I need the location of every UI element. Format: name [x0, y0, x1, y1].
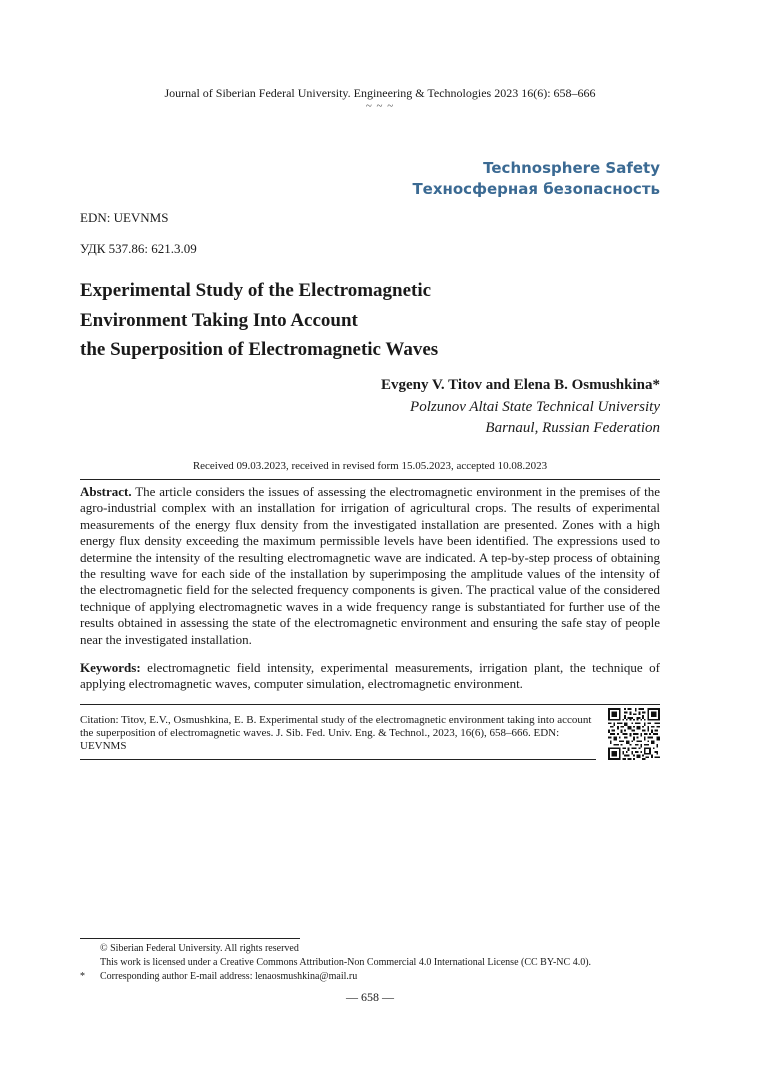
footnote-copyright: © Siberian Federal University. All rights reserved [100, 943, 299, 954]
qr-code-icon[interactable] [608, 708, 660, 760]
abstract-text: The article considers the issues of assessing the electromagnetic environment in the premises of the agro-industrial complex with an installation for irrigation of agricultural crops. The results of experimental measurements of the energy flux density from the investigated installation are presented. Zones with a high energy flux density exceeding the maximum permissible levels have been identified. The expressions used to determine the intensity of the resulting electromagnetic wave are indicated. A tep-by-step process of obtaining the resulting wave for each side of the installation by superimposing the amplitude values of the intensity of the electromagnetic field for the selected frequency components is given. The practical value of the considered technique of applying electromagnetic waves in a wide frequency range is substantiated for further use of the results obtained in assessing the state of the electromagnetic environment and ensuring the safe stay of people near the investigated installation. [80, 484, 661, 647]
header-ornament: ~ ~ ~ [365, 100, 395, 112]
affiliation-university: Polzunov Altai State Technical University [410, 399, 660, 415]
keywords-text: electromagnetic field intensity, experimental measurements, irrigation plant, the technique of applying electromagnetic waves, computer simulation, electromagnetic environment. [80, 660, 660, 692]
divider-middle [80, 704, 660, 705]
journal-header: Journal of Siberian Federal University. Engineering & Technologies 2023 16(6): 658–666 [164, 86, 596, 100]
footnote-rule [80, 938, 300, 939]
article-title [80, 276, 640, 365]
keywords-paragraph [80, 660, 660, 693]
footnote-license: This work is licensed under a Creative Commons Attribution-Non Commercial 4.0 International License (CC BY-NC 4.0). [100, 957, 592, 968]
page-number: — 658 — [346, 990, 394, 1004]
udk-code: УДК 537.86: 621.3.09 [80, 241, 197, 256]
abstract-paragraph [80, 484, 660, 648]
affiliation-location: Barnaul, Russian Federation [485, 420, 660, 436]
article-title-line: Environment Taking Into Account [80, 309, 358, 331]
article-title-line: the Superposition of Electromagnetic Waves [80, 339, 439, 360]
author-names: Evgeny V. Titov and Elena B. Osmushkina* [381, 377, 660, 393]
citation-underline [80, 759, 596, 760]
citation-text: Citation: Titov, E.V., Osmushkina, E. B. Experimental study of the electromagnetic environment taking into account the superposition of electromagnetic waves. J. Sib. Fed. Univ. Eng. & Technol., 2023, 16(6), 658–666. EDN: UEVNMS [80, 714, 592, 753]
section-title-en: Technosphere Safety [483, 159, 660, 177]
footnote-star-marker: * [80, 971, 85, 982]
footnote-corresponding-author: Corresponding author E-mail address: lenaosmushkina@mail.ru [100, 971, 358, 982]
received-dates: Received 09.03.2023, received in revised form 15.05.2023, accepted 10.08.2023 [192, 460, 548, 472]
keywords-label: Keywords: [80, 660, 141, 675]
section-title-ru: Техносферная безопасность [412, 180, 660, 198]
divider-top [80, 479, 660, 480]
article-title-line: Experimental Study of the Electromagnetic [80, 280, 432, 301]
edn-code: EDN: UEVNMS [80, 210, 169, 225]
abstract-label: Abstract. [80, 484, 132, 499]
